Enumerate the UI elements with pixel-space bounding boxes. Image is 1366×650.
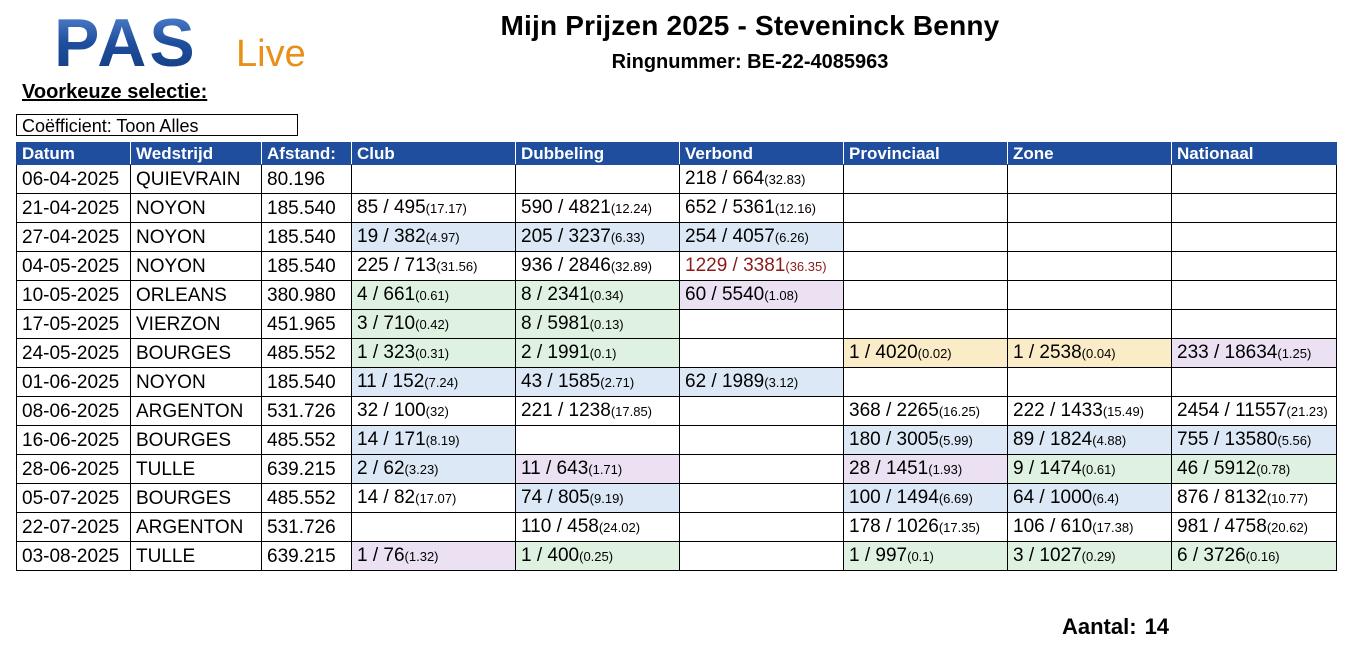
result: 28 / 1451 xyxy=(849,458,929,479)
result: 1 / 997 xyxy=(849,545,908,566)
club-cell xyxy=(352,165,516,194)
result: 100 / 1494 xyxy=(849,487,939,508)
date-cell: 03-08-2025 xyxy=(17,542,131,571)
table-header-row xyxy=(17,143,1337,165)
logo-text-sub: Live xyxy=(236,33,306,74)
distance-cell: 185.540 xyxy=(262,368,352,397)
race-cell: NOYON xyxy=(131,223,262,252)
coefficient: (31.56) xyxy=(436,259,478,274)
club-cell xyxy=(352,339,516,368)
coefficient: (17.38) xyxy=(1092,520,1134,535)
verbond-cell xyxy=(680,310,844,339)
verbond-cell xyxy=(680,194,844,223)
nationaal-cell xyxy=(1172,310,1337,339)
zone-cell xyxy=(1008,542,1172,571)
table-row xyxy=(17,397,1337,426)
coefficient: (20.62) xyxy=(1266,520,1309,535)
result: 106 / 610 xyxy=(1013,516,1093,537)
coefficient: (15.49) xyxy=(1102,404,1145,419)
result: 110 / 458 xyxy=(521,516,599,537)
prize-table xyxy=(16,142,1337,571)
dubbeling-cell xyxy=(516,368,680,397)
col-header-wedstrijd: Wedstrijd xyxy=(131,143,262,165)
club-cell xyxy=(352,455,516,484)
nationaal-cell xyxy=(1172,252,1337,281)
result: 1229 / 3381 xyxy=(685,255,786,276)
distance-cell: 531.726 xyxy=(262,397,352,426)
col-header-nationaal: Nationaal xyxy=(1172,143,1337,165)
club-cell xyxy=(352,397,516,426)
coefficient: (3.12) xyxy=(764,375,799,390)
coefficient: (5.56) xyxy=(1277,433,1312,448)
zone-cell xyxy=(1008,339,1172,368)
nationaal-cell xyxy=(1172,194,1337,223)
coefficient: (6.26) xyxy=(774,230,809,245)
date-cell: 16-06-2025 xyxy=(17,426,131,455)
logo-text-main: PAS xyxy=(54,10,198,74)
result: 936 / 2846 xyxy=(521,255,611,276)
coefficient: (1.08) xyxy=(764,288,799,303)
coefficient: (10.77) xyxy=(1266,491,1309,506)
zone-cell xyxy=(1008,426,1172,455)
table-row xyxy=(17,426,1337,455)
result: 8 / 5981 xyxy=(521,313,590,334)
result: 221 / 1238 xyxy=(521,400,611,421)
distance-cell: 485.552 xyxy=(262,426,352,455)
coefficient: (0.1) xyxy=(589,346,617,361)
provinciaal-cell xyxy=(844,281,1008,310)
club-cell xyxy=(352,368,516,397)
nationaal-cell xyxy=(1172,281,1337,310)
date-cell: 04-05-2025 xyxy=(17,252,131,281)
club-cell xyxy=(352,281,516,310)
distance-cell: 639.215 xyxy=(262,542,352,571)
distance-cell: 531.726 xyxy=(262,513,352,542)
race-cell: TULLE xyxy=(131,542,262,571)
verbond-cell xyxy=(680,339,844,368)
table-row xyxy=(17,542,1337,571)
club-cell xyxy=(352,513,516,542)
col-header-dubbeling: Dubbeling xyxy=(516,143,680,165)
col-header-zone: Zone xyxy=(1008,143,1172,165)
nationaal-cell xyxy=(1172,368,1337,397)
result: 755 / 13580 xyxy=(1177,429,1278,450)
result: 8 / 2341 xyxy=(521,284,590,305)
coefficient: (0.1) xyxy=(907,549,934,564)
dubbeling-cell xyxy=(516,165,680,194)
dubbeling-cell xyxy=(516,426,680,455)
zone-cell xyxy=(1008,281,1172,310)
result: 46 / 5912 xyxy=(1177,458,1257,479)
table-row xyxy=(17,281,1337,310)
dubbeling-cell xyxy=(516,281,680,310)
result: 2454 / 11557 xyxy=(1177,400,1287,421)
distance-cell: 485.552 xyxy=(262,339,352,368)
result: 1 / 2538 xyxy=(1013,342,1082,363)
coefficient: (1.25) xyxy=(1277,346,1312,361)
coefficient: (36.35) xyxy=(785,259,827,274)
dubbeling-cell xyxy=(516,455,680,484)
result: 590 / 4821 xyxy=(521,197,611,218)
verbond-cell xyxy=(680,542,844,571)
coefficient: (24.02) xyxy=(598,520,641,535)
result: 14 / 82 xyxy=(357,487,416,508)
provinciaal-cell xyxy=(844,426,1008,455)
provinciaal-cell xyxy=(844,513,1008,542)
col-header-afstand: Afstand: xyxy=(262,143,352,165)
result: 652 / 5361 xyxy=(685,197,775,218)
race-cell: ORLEANS xyxy=(131,281,262,310)
result: 9 / 1474 xyxy=(1013,458,1082,479)
zone-cell xyxy=(1008,397,1172,426)
table-row xyxy=(17,310,1337,339)
result: 62 / 1989 xyxy=(685,371,765,392)
provinciaal-cell xyxy=(844,368,1008,397)
zone-cell xyxy=(1008,455,1172,484)
club-cell xyxy=(352,252,516,281)
zone-cell xyxy=(1008,368,1172,397)
result: 180 / 3005 xyxy=(849,429,939,450)
coefficient: (2.71) xyxy=(600,375,635,390)
result: 205 / 3237 xyxy=(521,226,611,247)
coefficient: (12.24) xyxy=(610,201,653,216)
table-row xyxy=(17,252,1337,281)
table-row xyxy=(17,194,1337,223)
result: 1 / 400 xyxy=(521,545,580,566)
coefficient: (32.83) xyxy=(764,172,806,187)
coefficient: (0.29) xyxy=(1081,549,1116,564)
nationaal-cell xyxy=(1172,455,1337,484)
distance-cell: 185.540 xyxy=(262,252,352,281)
result: 11 / 152 xyxy=(357,371,425,392)
date-cell: 06-04-2025 xyxy=(17,165,131,194)
verbond-cell xyxy=(680,484,844,513)
zone-cell xyxy=(1008,165,1172,194)
zone-cell xyxy=(1008,484,1172,513)
pas-live-logo xyxy=(54,10,334,74)
race-cell: NOYON xyxy=(131,368,262,397)
coefficient: (0.78) xyxy=(1256,462,1291,477)
page-title: Mijn Prijzen 2025 - Steveninck Benny xyxy=(500,10,1000,41)
race-cell: BOURGES xyxy=(131,426,262,455)
date-cell: 22-07-2025 xyxy=(17,513,131,542)
nationaal-cell xyxy=(1172,397,1337,426)
date-cell: 28-06-2025 xyxy=(17,455,131,484)
race-cell: ARGENTON xyxy=(131,397,262,426)
distance-cell: 639.215 xyxy=(262,455,352,484)
table-row xyxy=(17,513,1337,542)
date-cell: 05-07-2025 xyxy=(17,484,131,513)
coefficient: (0.04) xyxy=(1081,346,1116,361)
distance-cell: 185.540 xyxy=(262,194,352,223)
verbond-cell xyxy=(680,397,844,426)
result: 11 / 643 xyxy=(521,458,589,479)
zone-cell xyxy=(1008,194,1172,223)
provinciaal-cell xyxy=(844,252,1008,281)
result: 2 / 1991 xyxy=(521,342,590,363)
coefficient: (32) xyxy=(425,404,449,419)
coefficient: (0.34) xyxy=(589,288,624,303)
col-header-club: Club xyxy=(352,143,516,165)
result: 218 / 664 xyxy=(685,168,765,189)
result: 43 / 1585 xyxy=(521,371,601,392)
nationaal-cell xyxy=(1172,542,1337,571)
count-label: Aantal: xyxy=(1062,614,1137,639)
result: 60 / 5540 xyxy=(685,284,765,305)
zone-cell xyxy=(1008,310,1172,339)
coefficient: (16.25) xyxy=(938,404,981,419)
verbond-cell xyxy=(680,165,844,194)
provinciaal-cell xyxy=(844,542,1008,571)
nationaal-cell xyxy=(1172,339,1337,368)
coefficient: (1.71) xyxy=(588,462,623,477)
coefficient: (1.93) xyxy=(928,462,963,477)
result: 89 / 1824 xyxy=(1013,429,1093,450)
coefficient: (17.17) xyxy=(425,201,467,216)
distance-cell: 485.552 xyxy=(262,484,352,513)
provinciaal-cell xyxy=(844,223,1008,252)
club-cell xyxy=(352,194,516,223)
nationaal-cell xyxy=(1172,223,1337,252)
nationaal-cell xyxy=(1172,165,1337,194)
coefficient: (0.61) xyxy=(415,288,450,303)
provinciaal-cell xyxy=(844,165,1008,194)
result: 876 / 8132 xyxy=(1177,487,1267,508)
ring-number: Ringnummer: BE-22-4085963 xyxy=(611,51,889,73)
table-row xyxy=(17,165,1337,194)
result: 4 / 661 xyxy=(357,284,416,305)
verbond-cell xyxy=(680,223,844,252)
result: 1 / 4020 xyxy=(849,342,918,363)
table-row xyxy=(17,484,1337,513)
coefficient: (12.16) xyxy=(774,201,817,216)
result: 1 / 76 xyxy=(357,545,405,566)
result: 981 / 4758 xyxy=(1177,516,1267,537)
dubbeling-cell xyxy=(516,223,680,252)
race-cell: QUIEVRAIN xyxy=(131,165,262,194)
provinciaal-cell xyxy=(844,484,1008,513)
result: 233 / 18634 xyxy=(1177,342,1278,363)
result: 3 / 710 xyxy=(357,313,416,334)
provinciaal-cell xyxy=(844,339,1008,368)
verbond-cell xyxy=(680,513,844,542)
date-cell: 01-06-2025 xyxy=(17,368,131,397)
nationaal-cell xyxy=(1172,513,1337,542)
col-header-provinciaal: Provinciaal xyxy=(844,143,1008,165)
coefficient: (17.85) xyxy=(610,404,653,419)
result: 3 / 1027 xyxy=(1013,545,1082,566)
coefficient: (0.02) xyxy=(917,346,952,361)
verbond-cell xyxy=(680,426,844,455)
selection-label: Voorkeuze selectie: xyxy=(22,81,208,103)
result: 32 / 100 xyxy=(357,400,426,421)
provinciaal-cell xyxy=(844,194,1008,223)
result: 254 / 4057 xyxy=(685,226,775,247)
race-cell: VIERZON xyxy=(131,310,262,339)
nationaal-cell xyxy=(1172,426,1337,455)
col-header-verbond: Verbond xyxy=(680,143,844,165)
race-cell: NOYON xyxy=(131,252,262,281)
result: 2 / 62 xyxy=(357,458,405,479)
result: 6 / 3726 xyxy=(1177,545,1246,566)
coefficient: (0.61) xyxy=(1081,462,1116,477)
coefficient: (0.42) xyxy=(415,317,450,332)
club-cell xyxy=(352,484,516,513)
result: 368 / 2265 xyxy=(849,400,939,421)
dubbeling-cell xyxy=(516,542,680,571)
table-row xyxy=(17,368,1337,397)
coefficient: (21.23) xyxy=(1286,404,1328,419)
verbond-cell xyxy=(680,455,844,484)
dubbeling-cell xyxy=(516,252,680,281)
coefficient: (0.16) xyxy=(1245,549,1280,564)
distance-cell: 380.980 xyxy=(262,281,352,310)
coefficient: (32.89) xyxy=(610,259,653,274)
table-row xyxy=(17,455,1337,484)
zone-cell xyxy=(1008,513,1172,542)
race-cell: BOURGES xyxy=(131,339,262,368)
coefficient: (17.07) xyxy=(415,491,457,506)
coefficient: (6.4) xyxy=(1092,491,1119,506)
club-cell xyxy=(352,542,516,571)
verbond-cell xyxy=(680,368,844,397)
result: 64 / 1000 xyxy=(1013,487,1093,508)
date-cell: 27-04-2025 xyxy=(17,223,131,252)
coefficient: (6.69) xyxy=(938,491,973,506)
result: 14 / 171 xyxy=(357,429,426,450)
race-cell: TULLE xyxy=(131,455,262,484)
provinciaal-cell xyxy=(844,455,1008,484)
race-cell: BOURGES xyxy=(131,484,262,513)
date-cell: 08-06-2025 xyxy=(17,397,131,426)
coefficient: (6.33) xyxy=(610,230,645,245)
coefficient: (1.32) xyxy=(404,549,439,564)
distance-cell: 185.540 xyxy=(262,223,352,252)
zone-cell xyxy=(1008,223,1172,252)
result: 178 / 1026 xyxy=(849,516,939,537)
distance-cell: 80.196 xyxy=(262,165,352,194)
coefficient: (5.99) xyxy=(938,433,973,448)
club-cell xyxy=(352,310,516,339)
table-row xyxy=(17,223,1337,252)
dubbeling-cell xyxy=(516,194,680,223)
dubbeling-cell xyxy=(516,397,680,426)
result: 222 / 1433 xyxy=(1013,400,1103,421)
coefficient: (4.97) xyxy=(425,230,460,245)
result: 1 / 323 xyxy=(357,342,416,363)
date-cell: 10-05-2025 xyxy=(17,281,131,310)
provinciaal-cell xyxy=(844,310,1008,339)
coefficient: (4.88) xyxy=(1092,433,1127,448)
result: 74 / 805 xyxy=(521,487,590,508)
coefficient: (0.31) xyxy=(415,346,450,361)
club-cell xyxy=(352,426,516,455)
verbond-cell xyxy=(680,281,844,310)
distance-cell: 451.965 xyxy=(262,310,352,339)
date-cell: 17-05-2025 xyxy=(17,310,131,339)
zone-cell xyxy=(1008,252,1172,281)
coefficient: (8.19) xyxy=(425,433,460,448)
col-header-datum: Datum xyxy=(17,143,131,165)
coefficient: (3.23) xyxy=(404,462,439,477)
date-cell: 24-05-2025 xyxy=(17,339,131,368)
dubbeling-cell xyxy=(516,310,680,339)
provinciaal-cell xyxy=(844,397,1008,426)
race-cell: ARGENTON xyxy=(131,513,262,542)
nationaal-cell xyxy=(1172,484,1337,513)
coefficient: (17.35) xyxy=(938,520,981,535)
coefficient: (9.19) xyxy=(589,491,624,506)
coefficient: (0.13) xyxy=(589,317,624,332)
date-cell: 21-04-2025 xyxy=(17,194,131,223)
result-count xyxy=(1062,614,1169,640)
result: 85 / 495 xyxy=(357,197,426,218)
count-value: 14 xyxy=(1144,614,1170,639)
coefficient: (0.25) xyxy=(579,549,614,564)
verbond-cell xyxy=(680,252,844,281)
table-row xyxy=(17,339,1337,368)
dubbeling-cell xyxy=(516,484,680,513)
club-cell xyxy=(352,223,516,252)
coefficient-filter[interactable]: Coëfficient: Toon Alles xyxy=(16,114,298,136)
result: 225 / 713 xyxy=(357,255,437,276)
dubbeling-cell xyxy=(516,513,680,542)
coefficient: (7.24) xyxy=(424,375,459,390)
dubbeling-cell xyxy=(516,339,680,368)
result: 19 / 382 xyxy=(357,226,426,247)
race-cell: NOYON xyxy=(131,194,262,223)
